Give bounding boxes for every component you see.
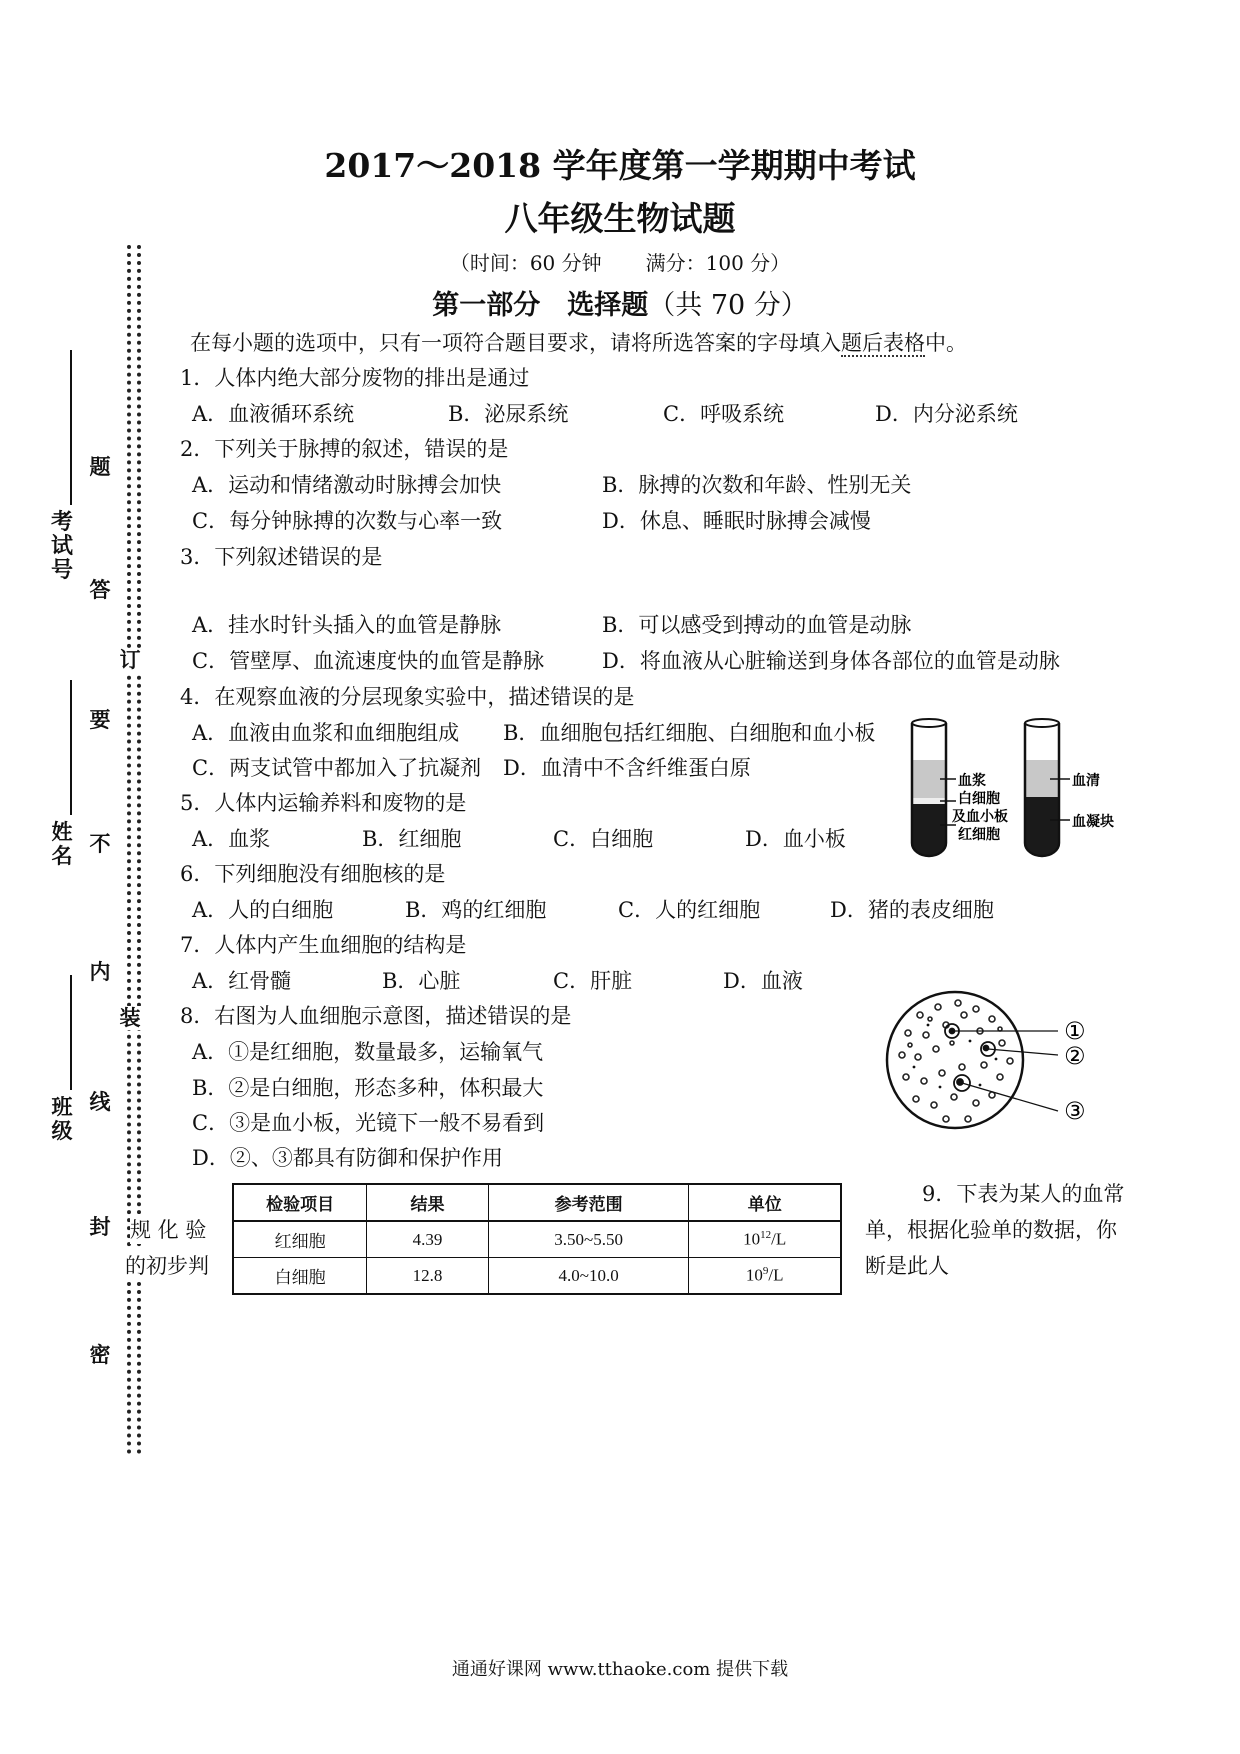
question-1: 1．人体内绝大部分废物的排出是通过 [180, 366, 530, 390]
q2-option-c: C．每分钟脉搏的次数与心率一致 [192, 509, 503, 533]
exam-number-label: 考 试 号 [50, 509, 73, 583]
q7-option-b: B．心脏 [382, 969, 461, 993]
part-points: （共 70 分） [648, 290, 808, 321]
header-range: 参考范围 [488, 1184, 689, 1221]
marker-1: ① [1064, 1017, 1086, 1045]
question-2: 2．下列关于脉搏的叙述，错误的是 [180, 437, 509, 461]
q4-option-d: D．血清中不含纤维蛋白原 [503, 756, 751, 780]
blood-cells-diagram [880, 985, 1095, 1135]
marker-3: ③ [1064, 1097, 1086, 1125]
seal-char-nei: 内 [89, 959, 111, 984]
q9-right-line-3: 断是此人 [865, 1254, 949, 1278]
seal-char-mi: 密 [89, 1342, 111, 1367]
row-result: 4.39 [367, 1221, 489, 1258]
exam-time: （时间：60 分钟 [449, 251, 602, 275]
exam-subtitle: 八年级生物试题 [504, 199, 736, 238]
name-label: 姓 名 [51, 819, 73, 868]
table-header-row [233, 1184, 841, 1221]
seal-char-bu: 不 [89, 831, 111, 856]
exam-score: 满分：100 分） [645, 251, 791, 275]
label-serum: 血清 [1072, 773, 1100, 789]
q9-right-line-2: 单，根据化验单的数据，你 [865, 1218, 1117, 1242]
table-row [233, 1221, 841, 1258]
q8-option-b: B．②是白细胞，形态多种，体积最大 [192, 1076, 544, 1100]
q6-option-d: D．猪的表皮细胞 [830, 898, 994, 922]
q7-option-c: C．肝脏 [553, 969, 633, 993]
seal-char-yao: 要 [89, 707, 111, 732]
exam-number-field[interactable] [70, 350, 72, 505]
q4-option-a: A．血液由血浆和血细胞组成 [192, 721, 460, 745]
part-title: 第一部分 选择题 [432, 290, 649, 321]
row-result: 12.8 [367, 1258, 489, 1295]
marker-2: ② [1064, 1042, 1086, 1070]
row-unit: $10^9/L$ [689, 1258, 841, 1295]
q5-option-b: B．红细胞 [362, 827, 462, 851]
right-tube-rim [1025, 719, 1059, 727]
instructions-emphasis: 题后表格 [841, 331, 925, 355]
blood-layer-test-tubes-figure [900, 715, 1130, 860]
blood-test-table [232, 1183, 842, 1295]
left-tube-rim [912, 719, 946, 727]
q2-option-a: A．运动和情绪激动时脉搏会加快 [192, 473, 502, 497]
row-range: 3.50~5.50 [488, 1221, 689, 1258]
seal-char-feng: 封 [89, 1214, 111, 1239]
binding-char-ding: 订 [119, 647, 141, 672]
binding-char-zhuang: 装 [119, 1005, 141, 1030]
question-8: 8．右图为人血细胞示意图，描述错误的是 [180, 1004, 572, 1028]
left-tube-red-cells [912, 804, 946, 856]
header-unit: 单位 [689, 1184, 841, 1221]
question-4: 4．在观察血液的分层现象实验中，描述错误的是 [180, 685, 635, 709]
q7-option-d: D．血液 [723, 969, 803, 993]
label-clot: 血凝块 [1072, 814, 1114, 830]
q6-option-c: C．人的红细胞 [618, 898, 761, 922]
seal-char-xian: 线 [89, 1089, 111, 1114]
header-item: 检验项目 [233, 1184, 367, 1221]
q7-option-a: A．红骨髓 [192, 969, 292, 993]
label-red-cells: 红细胞 [958, 827, 1000, 843]
q5-option-d: D．血小板 [745, 827, 846, 851]
q1-option-d: D．内分泌系统 [875, 402, 1018, 426]
q3-option-b: B．可以感受到搏动的血管是动脉 [602, 613, 912, 637]
q2-option-b: B．脉搏的次数和年龄、性别无关 [602, 473, 912, 497]
seal-char-da: 答 [89, 577, 111, 602]
question-7: 7．人体内产生血细胞的结构是 [180, 933, 467, 957]
q3-option-c: C．管壁厚、血流速度快的血管是静脉 [192, 649, 545, 673]
exam-time-score [0, 247, 1240, 276]
table-row [233, 1258, 841, 1295]
q4-option-c: C．两支试管中都加入了抗凝剂 [192, 756, 482, 780]
class-label: 班 级 [51, 1094, 73, 1143]
q6-option-a: A．人的白细胞 [192, 898, 334, 922]
seal-char-ti: 题 [89, 454, 111, 479]
q3-option-d: D．将血液从心脏输送到身体各部位的血管是动脉 [602, 649, 1060, 673]
header-result: 结果 [367, 1184, 489, 1221]
label-plasma: 血浆 [958, 773, 986, 789]
q4-option-b: B．血细胞包括红细胞、白细胞和血小板 [503, 721, 876, 745]
name-field[interactable] [70, 680, 72, 815]
label-white-cells: 白细胞 [958, 791, 1000, 807]
q8-option-a: A．①是红细胞，数量最多，运输氧气 [192, 1040, 544, 1064]
q8-option-c: C．③是血小板，光镜下一般不易看到 [192, 1111, 545, 1135]
q2-option-d: D．休息、睡眠时脉搏会减慢 [602, 509, 871, 533]
q5-option-a: A．血浆 [192, 827, 271, 851]
question-6: 6．下列细胞没有细胞核的是 [180, 862, 446, 886]
q6-option-b: B．鸡的红细胞 [405, 898, 547, 922]
microscope-field [887, 992, 1023, 1128]
right-tube-clot [1025, 797, 1059, 856]
row-item: 红细胞 [233, 1221, 367, 1258]
q3-option-a: A．挂水时针头插入的血管是静脉 [192, 613, 502, 637]
part-heading [0, 283, 1240, 322]
page-footer: 通通好课网 www.tthaoke.com 提供下载 [451, 1659, 789, 1680]
class-field[interactable] [70, 975, 72, 1090]
q1-option-a: A．血液循环系统 [192, 402, 355, 426]
q1-option-c: C．呼吸系统 [663, 402, 785, 426]
question-3: 3．下列叙述错误的是 [180, 545, 383, 569]
row-unit: $10^{12}/L$ [689, 1221, 841, 1258]
q9-left-line-2: 的初步判 [125, 1250, 209, 1280]
instructions-text-2: 中。 [925, 331, 967, 355]
question-5: 5．人体内运输养料和废物的是 [180, 791, 467, 815]
q8-option-d: D．②、③都具有防御和保护作用 [192, 1146, 503, 1170]
instructions-text-1: 在每小题的选项中，只有一项符合题目要求，请将所选答案的字母填入 [190, 331, 841, 355]
exam-title: 2017～2018 学年度第一学期期中考试 [324, 146, 916, 185]
label-platelets: 及血小板 [952, 809, 1008, 825]
q5-option-c: C．白细胞 [553, 827, 654, 851]
row-range: 4.0~10.0 [488, 1258, 689, 1295]
q9-left-line-1: 规 化 验 [130, 1214, 206, 1244]
instructions [190, 327, 967, 357]
q1-option-b: B．泌尿系统 [448, 402, 569, 426]
row-item: 白细胞 [233, 1258, 367, 1295]
q9-right-line-1: 9．下表为某人的血常 [922, 1182, 1125, 1206]
